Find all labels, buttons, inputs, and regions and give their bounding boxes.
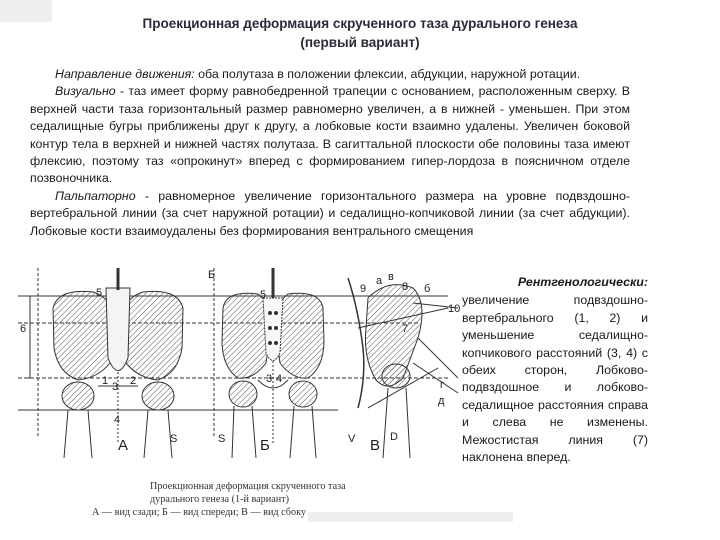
femoral-head: [142, 382, 174, 410]
page-title: [100, 14, 620, 52]
sacrum: [106, 288, 130, 371]
label-1: 1: [102, 375, 109, 387]
label-d: д: [438, 395, 445, 407]
title-line-1: Проекционная деформация скрученного таза дурального генеза: [142, 16, 578, 31]
label-b-top: Б: [208, 269, 216, 281]
label-3b: 3: [266, 373, 273, 385]
paragraph-body: - равномерное увеличение горизонтального размера на уровне подвздошно-вертебральной линии (за счет наружной ротации) и седалищно-копчиковой линии (за счет абдукции). Лобковые кости взаимоудалены без формирования вентрального смещения: [30, 188, 630, 238]
paragraph-visual: [30, 83, 630, 187]
title-line-2: (первый вариант): [300, 35, 420, 50]
paragraph-lead: Направление движения:: [55, 67, 195, 81]
description-text: [30, 66, 630, 240]
label-9: 9: [360, 283, 367, 295]
label-5b: 5: [260, 289, 267, 301]
xray-heading: Рентгенологически:: [517, 275, 648, 289]
label-6: 6: [20, 323, 27, 335]
label-7: 7: [402, 323, 409, 335]
pelvis-drawing: [18, 268, 464, 464]
figure-caption: [92, 480, 432, 528]
sacrum-front: [263, 298, 283, 361]
label-s1: S: [170, 433, 178, 445]
label-d-side: D: [390, 431, 398, 443]
pelvis-figure: [18, 268, 464, 464]
panel-v-label: В: [370, 437, 381, 454]
caption-line-3: А — вид сзади; Б — вид спереди; В — вид сбоку: [92, 507, 306, 518]
paragraph-palpation: [30, 188, 630, 240]
paragraph-body: оба полутаза в положении флексии, абдукции, наружной ротации.: [194, 67, 581, 81]
label-8: 8: [402, 281, 409, 293]
label-v-small: в: [388, 271, 394, 283]
paragraph-direction: [30, 66, 630, 83]
scan-artifact: [308, 512, 513, 522]
label-s2: S: [218, 433, 226, 445]
caption-line-1: Проекционная деформация скрученного таза: [150, 481, 346, 492]
xray-text: увеличение подвздошно-вертебрального (1, 2) и уменьшение седалищно-копчикового расстояний (3, 4) с обеих сторон, Лобково-подвздошное и лобково-седалищное расстояния справа и слева не изменены. Межостистая линия (7) наклонена вперед.: [462, 293, 648, 465]
panel-a-label: А: [118, 437, 129, 454]
paragraph-lead: Пальпаторно: [55, 188, 136, 203]
scan-artifact: [0, 0, 52, 22]
paragraph-lead: Визуально: [55, 84, 116, 99]
label-2: 2: [130, 375, 137, 387]
caption-line-2: дурального генеза (1-й вариант): [150, 494, 290, 505]
label-3: 3: [112, 381, 119, 393]
panel-b-label: Б: [260, 437, 270, 454]
femoral-head: [382, 364, 410, 388]
femoral-head: [289, 381, 317, 407]
label-g: г: [440, 379, 445, 391]
label-a: а: [376, 275, 383, 287]
femoral-head: [229, 381, 257, 407]
label-4b: 4: [276, 373, 283, 385]
label-10: 10: [448, 303, 461, 315]
label-5: 5: [96, 287, 103, 299]
spine-curve: [348, 278, 367, 408]
femoral-head: [62, 382, 94, 410]
label-v: V: [348, 433, 356, 445]
xray-findings: [462, 274, 648, 466]
label-4: 4: [114, 414, 121, 426]
label-b-small: б: [424, 283, 431, 295]
paragraph-body: - таз имеет форму равнобедренной трапеции с основанием, расположенным сверху. В верхней части таза горизонтальный размер равномерно увеличен, а в нижней - уменьшен. При этом седалищные бугры приближены друг к другу, а лобковые кости взаимно удалены. Увеличен боковой контур тела в верхней и нижней частях полутаза. В сагиттальной плоскости обе половины таза имеют флексию, поэтому таз «опрокинут» вперед с формированием гипер-лордоза в поясничном отделе позвоночника.: [30, 84, 630, 186]
